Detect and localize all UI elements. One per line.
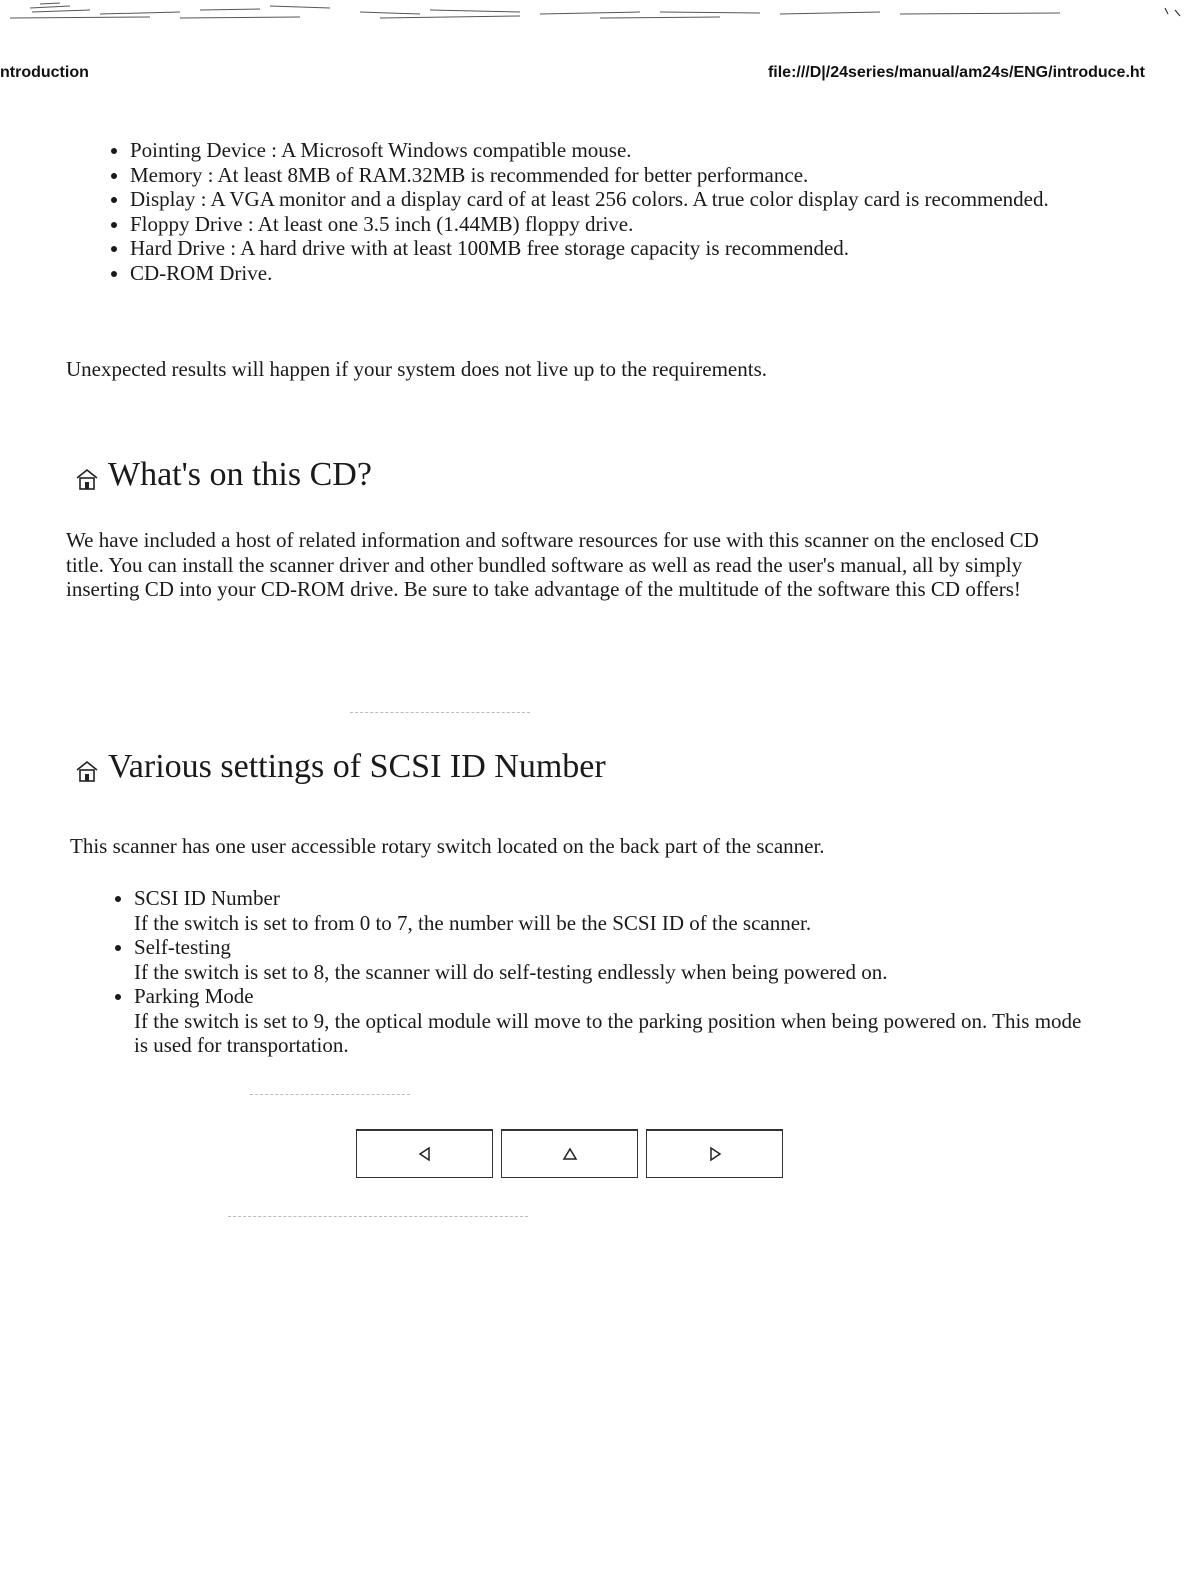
section-heading-scsi bbox=[74, 748, 606, 786]
section-title: Various settings of SCSI ID Number bbox=[108, 748, 606, 785]
section-heading-cd bbox=[74, 456, 372, 494]
previous-button[interactable] bbox=[356, 1129, 493, 1178]
triangle-up-icon bbox=[562, 1146, 578, 1162]
list-item: • Hard Drive : A hard drive with at least 100MB free storage capacity is recommended. bbox=[130, 236, 1070, 261]
item-text: If the switch is set to from 0 to 7, the number will be the SCSI ID of the scanner. bbox=[134, 910, 812, 935]
home-icon[interactable] bbox=[74, 758, 100, 784]
list-item bbox=[134, 984, 1084, 1058]
list-item: • Floppy Drive : At least one 3.5 inch (1.44MB) floppy drive. bbox=[130, 212, 1070, 237]
requirements-note: Unexpected results will happen if your system does not live up to the requirements. bbox=[66, 357, 768, 381]
item-title: Parking Mode bbox=[134, 984, 254, 1008]
scsi-intro: This scanner has one user accessible rotary switch located on the back part of the scanner. bbox=[70, 834, 825, 858]
scsi-settings-list bbox=[112, 886, 1084, 1058]
scan-noise-top bbox=[0, 0, 1187, 26]
list-item: • Memory : At least 8MB of RAM.32MB is recommended for better performance. bbox=[130, 163, 1070, 188]
divider bbox=[350, 712, 530, 713]
divider bbox=[228, 1216, 528, 1217]
list-item: • CD-ROM Drive. bbox=[130, 261, 1070, 286]
cd-description: We have included a host of related information and software resources for use with this scanner on the enclosed CD title. You can install the scanner driver and other bundled software as well as read the user's manual, all by simply inserting CD into your CD-ROM drive. Be sure to take advantage of the multitude of the software this CD offers! bbox=[66, 528, 1039, 601]
item-title: Self-testing bbox=[134, 935, 231, 959]
item-text: If the switch is set to 8, the scanner will do self-testing endlessly when being powered on. bbox=[134, 959, 888, 984]
list-item bbox=[134, 886, 1084, 935]
section-title: What's on this CD? bbox=[108, 456, 372, 493]
next-button[interactable] bbox=[646, 1129, 783, 1178]
page-navigation bbox=[356, 1129, 783, 1178]
list-item: • Pointing Device : A Microsoft Windows compatible mouse. bbox=[130, 138, 1070, 163]
requirements-list bbox=[108, 138, 1070, 285]
triangle-left-icon bbox=[417, 1146, 433, 1162]
item-title: SCSI ID Number bbox=[134, 886, 280, 910]
list-item bbox=[134, 935, 1084, 984]
up-button[interactable] bbox=[501, 1129, 638, 1178]
list-item: • Display : A VGA monitor and a display card of at least 256 colors. A true color display card is recommended. bbox=[130, 187, 1070, 212]
item-text: If the switch is set to 9, the optical module will move to the parking position when being powered on. This mode is used for transportation. bbox=[134, 1008, 1082, 1057]
triangle-right-icon bbox=[707, 1146, 723, 1162]
divider bbox=[250, 1094, 410, 1095]
header-title: ntroduction bbox=[0, 64, 89, 81]
home-icon[interactable] bbox=[74, 466, 100, 492]
header-file-path: file:///D|/24series/manual/am24s/ENG/introduce.ht bbox=[767, 64, 1145, 81]
